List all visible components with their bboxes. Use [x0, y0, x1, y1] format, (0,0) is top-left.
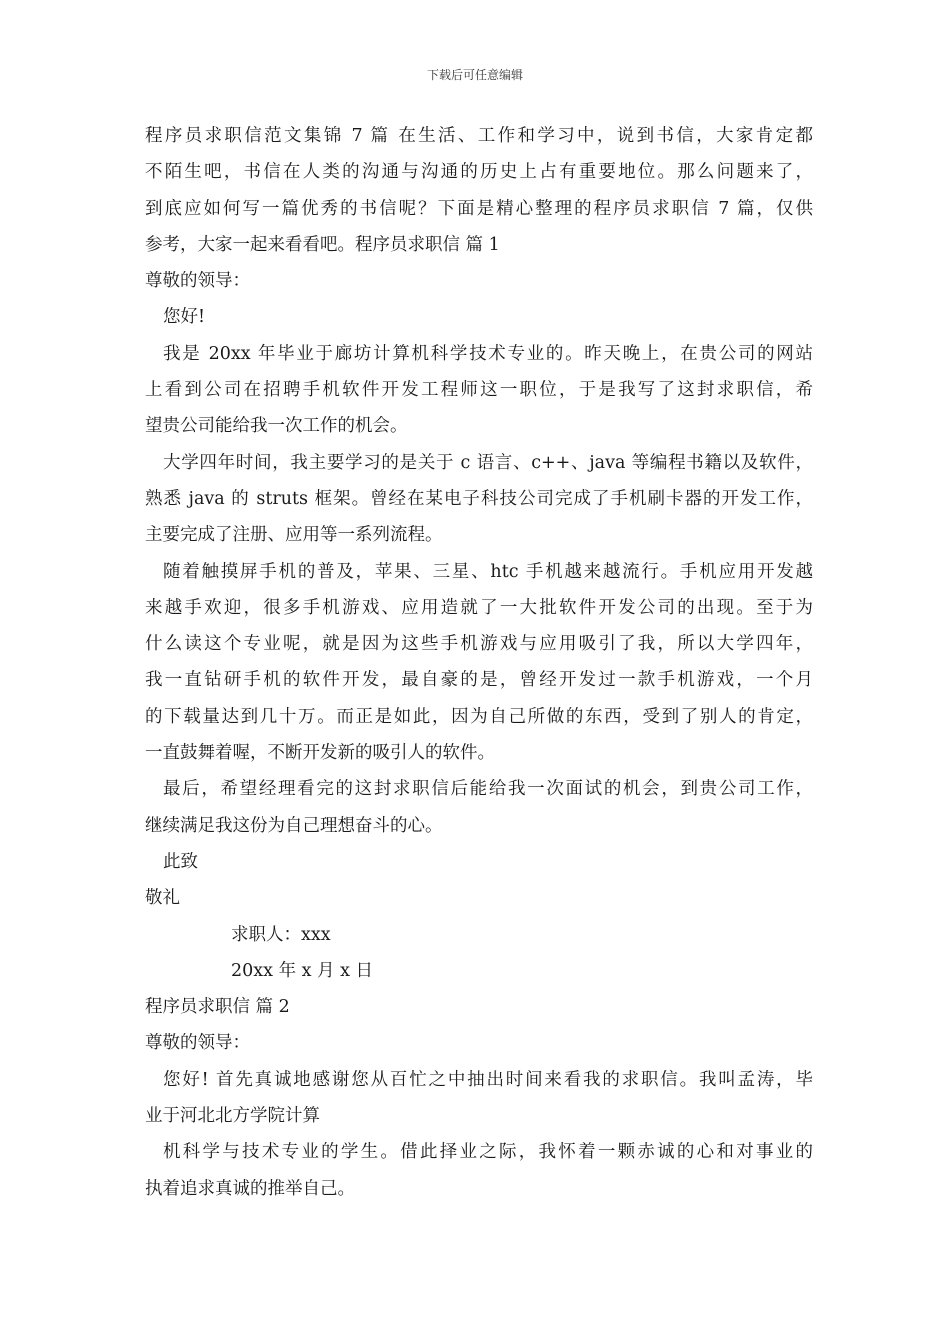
text-line: 随着触摸屏手机的普及，苹果、三星、htc 手机越来越流行。手机应用开发越: [163, 561, 813, 582]
text-line: 机科学与技术专业的学生。借此择业之际，我怀着一颗赤诚的心和对事业的: [163, 1142, 813, 1163]
text-line: 我一直钻研手机的软件开发，最自豪的是，曾经开发过一款手机游戏，一个月: [145, 670, 813, 691]
closing-line: 敬礼: [145, 888, 180, 909]
salutation: 尊敬的领导：: [145, 271, 250, 292]
text-line: 业于河北北方学院计算: [145, 1106, 320, 1127]
text-line: 参考，大家一起来看看吧。程序员求职信 篇 1: [145, 234, 500, 255]
text-line: 我是 20xx 年毕业于廊坊计算机科学技术专业的。昨天晚上，在贵公司的网站: [163, 343, 813, 364]
text-line: 主要完成了注册、应用等一系列流程。: [145, 525, 443, 546]
text-line: 来越手欢迎，很多手机游戏、应用造就了一大批软件开发公司的出现。至于为: [145, 597, 813, 618]
text-line: 什么读这个专业呢，就是因为这些手机游戏与应用吸引了我，所以大学四年，: [145, 634, 813, 655]
section-title: 程序员求职信 篇 2: [145, 997, 290, 1018]
text-line: 不陌生吧，书信在人类的沟通与沟通的历史上占有重要地位。那么问题来了，: [145, 162, 813, 183]
text-line: 您好! 首先真诚地感谢您从百忙之中抽出时间来看我的求职信。我叫孟涛，毕: [163, 1069, 813, 1090]
text-line: 最后，希望经理看完的这封求职信后能给我一次面试的机会，到贵公司工作，: [163, 779, 813, 800]
text-line: 一直鼓舞着喔，不断开发新的吸引人的软件。: [145, 743, 495, 764]
text-line: 执着追求真诚的推举自己。: [145, 1178, 355, 1199]
closing-line: 此致: [163, 851, 198, 872]
text-line: 大学四年时间，我主要学习的是关于 c 语言、c++、java 等编程书籍以及软件，: [163, 452, 813, 473]
text-line: 望贵公司能给我一次工作的机会。: [145, 416, 408, 437]
document-body: [145, 118, 813, 1207]
signature-date: 20xx 年 x 月 x 日: [231, 960, 374, 981]
text-line: 程序员求职信范文集锦 7 篇 在生活、工作和学习中，说到书信，大家肯定都: [145, 126, 813, 146]
text-line: 继续满足我这份为自己理想奋斗的心。: [145, 815, 443, 836]
salutation: 尊敬的领导：: [145, 1033, 250, 1054]
text-line: 熟悉 java 的 struts 框架。曾经在某电子科技公司完成了手机刷卡器的开发工作，: [145, 488, 813, 509]
page-header: 下载后可任意编辑: [426, 68, 523, 82]
text-line: 的下载量达到几十万。而正是如此，因为自己所做的东西，受到了别人的肯定，: [145, 706, 813, 727]
text-line: 上看到公司在招聘手机软件开发工程师这一职位，于是我写了这封求职信，希: [145, 380, 813, 401]
signature-name: 求职人：xxx: [231, 924, 331, 945]
text-line: 到底应如何写一篇优秀的书信呢？下面是精心整理的程序员求职信 7 篇，仅供: [145, 198, 813, 219]
greeting: 您好!: [163, 307, 206, 328]
